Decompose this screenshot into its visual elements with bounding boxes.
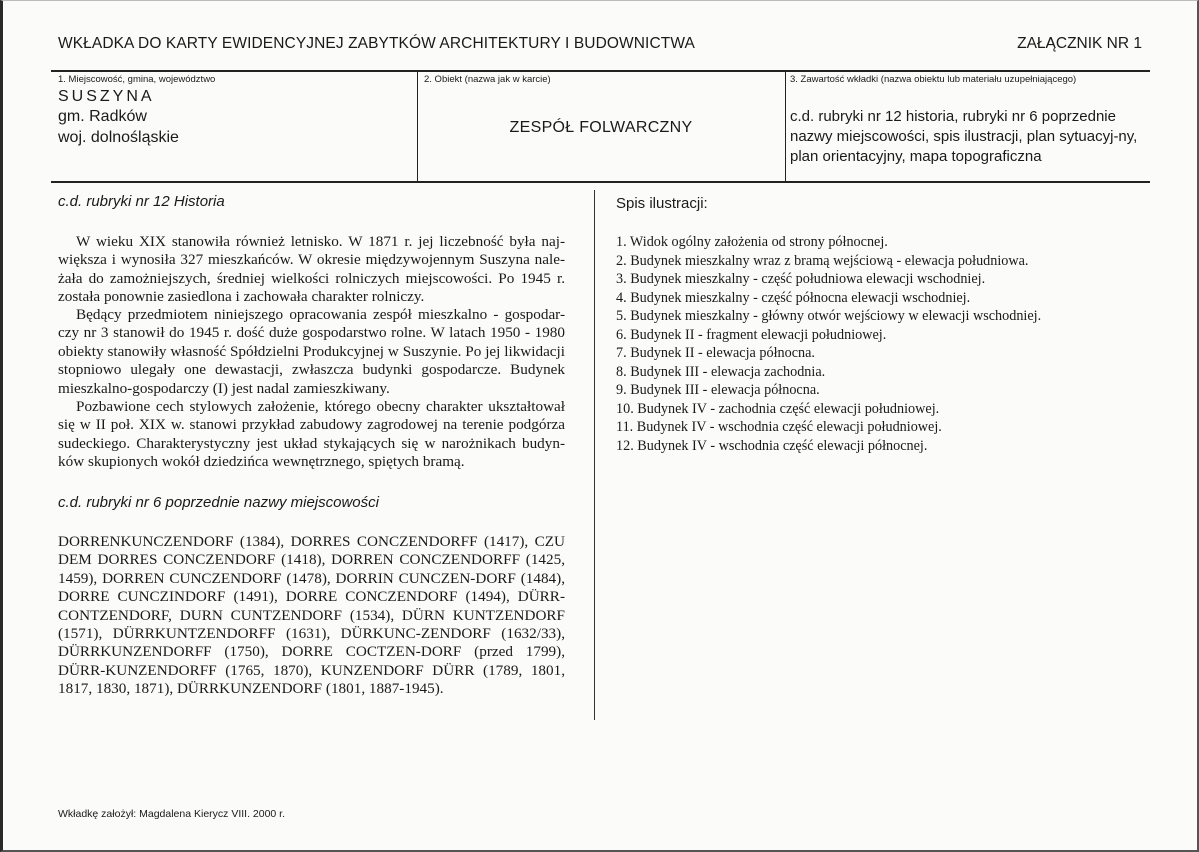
box-divider-2 [785,72,786,181]
attachment-number: ZAŁĄCZNIK NR 1 [1017,35,1142,52]
object-name: ZESPÓŁ FOLWARCZNY [509,119,693,136]
illustration-item: 12. Budynek IV - wschodnia część elewacji północnej. [616,437,928,454]
illustration-item: 2. Budynek mieszkalny wraz z bramą wejściową - elewacja południowa. [616,252,1029,269]
box3-label: 3. Zawartość wkładki (nazwa obiektu lub materiału uzupełniającego) [790,74,1077,85]
author-footer: Wkładkę założył: Magdalena Kierycz VIII. 2000 r. [58,808,286,820]
history-paragraph-2: Będący przedmiotem niniejszego opracowania zespół mieszkalno - gospodar-czy nr 3 stanowił do 1945 r. dość duże gospodarstwo rolne. W latach 1950 - 1980 obiekty stanowiły własność Spółdzielni Produkcyjnej w Suszynie. Po jej likwidacji stopniowo ulegały one dewastacji, zwłaszcza budynki gospodarcze. Budynek mieszkalno-gospodarczy (I) jest nadal zamieszkiwany. [58,306,565,397]
box-bottom-rule [51,181,1150,183]
commune-name: gm. Radków [58,108,147,125]
illustration-item: 9. Budynek III - elewacja północna. [616,382,820,398]
illustration-item: 3. Budynek mieszkalny - część południowa elewacji wschodniej. [616,271,986,287]
history-paragraph-1: W wieku XIX stanowiła również letnisko. W 1871 r. jej liczebność była naj-większa i wynosiła 327 mieszkańców. W okresie międzywojennym Suszyna nale-żała do zamożniejszych, średniej wielkości rolniczych miejscowości. Po 1945 r. została ponownie zasiedlona i zachowała charakter rolniczy. [58,233,565,306]
illustration-item: 8. Budynek III - elewacja zachodnia. [616,363,826,380]
insert-contents: c.d. rubryki nr 12 historia, rubryki nr 6 poprzednie nazwy miejscowości, spis ilustracji, plan sytuacyj-ny, plan orientacyjny, mapa topograficzna [790,108,1138,165]
voivodeship-name: woj. dolnośląskie [58,129,179,146]
historical-names-text: DORRENKUNCZENDORF (1384), DORRES CONCZENDORFF (1417), CZU DEM DORRES CONCZENDORF (1418), DORREN CONCZENDORFF (1425, 1459), DORREN CUNCZENDORF (1478), DORRIN CUNCZEN-DORF (1484), DORRE CUNCZINDORF (1491), DORRE CONCZENDORF (1494), DÜRR-CONTZENDORF, DURN CUNTZENDORF (1534), DÜRN KUNTZENDORF (1571), DÜRRKUNTZENDORFF (1631), DÜRKUNC-ZENDORF (1632/33), DÜRRKUNZENDORFF (1750), DORRE COCTZEN-DORF (przed 1799), DÜRR-KUNZENDORFF (1765, 1870), KUNZENDORF DÜRR (1789, 1801, 1817, 1830, 1871), DÜRRKUNZENDORF (1801, 1887-1945). [58,533,565,698]
illustrations-list [616,233,1096,455]
box2-label: 2. Obiekt (nazwa jak w karcie) [424,74,551,85]
column-divider [594,190,595,720]
place-name: SUSZYNA [58,88,155,105]
names-heading: c.d. rubryki nr 6 poprzednie nazwy miejscowości [58,494,379,511]
history-heading: c.d. rubryki nr 12 Historia [58,193,225,210]
illustration-item: 11. Budynek IV - wschodnia część elewacji południowej. [616,419,942,435]
illustration-item: 1. Widok ogólny założenia od strony północnej. [616,234,888,250]
illustration-item: 10. Budynek IV - zachodnia część elewacji południowej. [616,400,940,417]
frame-edge [3,2,4,848]
box1-label: 1. Miejscowość, gmina, województwo [58,74,216,85]
illustrations-heading: Spis ilustracji: [616,195,708,212]
illustration-item: 6. Budynek II - fragment elewacji południowej. [616,326,887,343]
illustration-item: 4. Budynek mieszkalny - część północna elewacji wschodniej. [616,289,971,306]
history-paragraph-3: Pozbawione cech stylowych założenie, którego obecny charakter ukształtował się w II poł. XIX w. stanowi przykład zabudowy zagrodowej na terenie podgórza sudeckiego. Charakterystyczny jest układ stykających się w narożnikach budyn-ków skupionych wokół dziedzińca wewnętrznego, spiętych bramą. [58,398,565,471]
illustration-item: 7. Budynek II - elewacja północna. [616,345,815,361]
illustration-item: 5. Budynek mieszkalny - główny otwór wejściowy w elewacji wschodniej. [616,308,1042,324]
header-rule [51,70,1150,72]
document-title: WKŁADKA DO KARTY EWIDENCYJNEJ ZABYTKÓW ARCHITEKTURY I BUDOWNICTWA [58,35,695,52]
